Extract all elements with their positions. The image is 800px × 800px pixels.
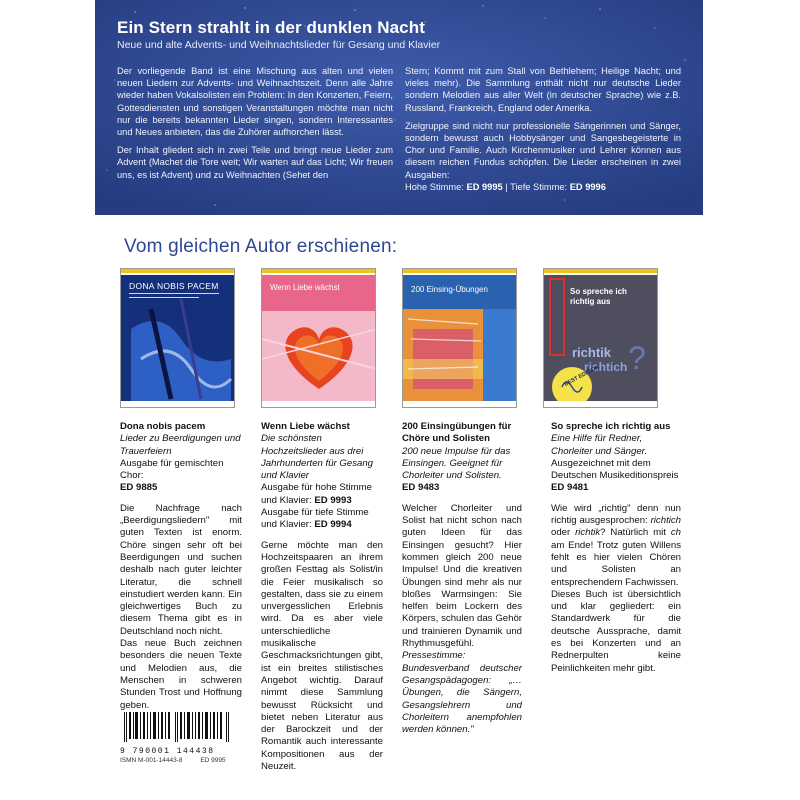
book-edition-code: ED 9481	[551, 482, 589, 494]
edition-separator: |	[505, 181, 508, 192]
banner-paragraph: Der Inhalt gliedert sich in zwei Teile und bringt neue Lieder zum Advent (Machet die Tore weit; Wir warten auf das Licht; Wir freuen uns, es ist Advent) und zu Weihnachten (Sehet den	[117, 145, 393, 180]
barcode	[120, 712, 235, 756]
edition-number: ED 9995	[200, 757, 226, 764]
book-subtitle: 200 neue Impulse für das Einsingen. Geeignet für Chorleiter und Solisten.	[402, 445, 511, 482]
text-run-italic: ch	[670, 527, 681, 539]
book-cover-so-spreche-ich-richtig-aus[interactable]	[543, 268, 658, 408]
book-edition-line	[261, 507, 383, 532]
book-edition-code: ED 9993	[314, 494, 352, 506]
book-edition-label: Ausgabe für tiefe Stimme und Klavier:	[261, 507, 369, 531]
banner-columns	[117, 65, 681, 199]
banner-title: Ein Stern strahlt in der dunklen Nacht	[117, 18, 425, 37]
book-description-paragraph: Gerne möchte man den Hochzeitspaaren an ihrem großen Festtag als Solist/in die Feier musikalisch so gestalten, dass sie zu einem unvergesslichen Erlebnis wird. Da es aber viele unterschiedliche musikalische Geschmacksrichtungen gibt, ist ein breites stilistisches Angebot wichtig. Darauf nimmt diese Sammlung bewusst Rücksicht und bietet neben Literatur aus der Barockzeit und der Romantik auch interessante Kompositionen aus der Neuzeit.	[261, 539, 383, 773]
text-run: ? Natürlich mit	[600, 527, 671, 539]
description-banner	[95, 0, 703, 215]
book-award: Ausgezeichnet mit dem Deutschen Musikeditionspreis	[551, 457, 679, 482]
best-edition-badge: BEST EDITION	[563, 364, 601, 388]
book-description-paragraph	[551, 503, 681, 589]
text-run-italic: richtik	[575, 527, 601, 539]
banner-paragraph-text: Zielgruppe sind nicht nur professionelle Sängerinnen und Sänger, sondern bewusst auch Hobbysänger und Sangesbegeisterte in Chor und Familie. Auch Kirchenmusiker und Lehrer können aus diesem reichen Fundus schöpfen. Die Lieder erscheinen in zwei Ausgaben:	[405, 120, 681, 180]
banner-paragraph: Stern; Kommt mit zum Stall von Bethlehem; Heilige Nacht; und vieles mehr). Die Sammlung enthält nicht nur deutsche Lieder sondern Melodien aus aller Welt (in deutscher Sprache) wie z.B. Russland, Frankreich, England oder Amerika.	[405, 66, 681, 113]
banner-column-left	[117, 65, 393, 199]
press-quote: Bundesverband deutscher Gesangspädagogen: „…Übungen, die Sängern, Gesangslehrern und Chorleitern anempfohlen werden können."	[402, 662, 522, 736]
svg-text:?: ?	[628, 340, 646, 376]
book-edition-code: ED 9885	[120, 482, 158, 494]
book-edition-code: ED 9483	[402, 482, 440, 494]
book-entry-200-einsinguebungen	[402, 421, 522, 736]
book-description-paragraph: Welcher Chorleiter und Solist hat nicht schon nach guten Ideen für das Einsingen gesucht? Hier kommen gleich 200 neue Impulse! Und die kreativen Übungen sind mehr als nur bloßes Warmsingen: Sie helfen beim Lockern des Körpers, schulen das Gehör und trainieren Dynamik und Rhythmusgefühl.	[402, 502, 522, 650]
banner-subtitle: Neue und alte Advents- und Weihnachtslieder für Gesang und Klavier	[117, 39, 441, 51]
ismn-number: ISMN M-001-14443-8	[120, 757, 183, 764]
book-description	[551, 503, 681, 675]
book-edition-code: ED 9994	[314, 519, 352, 531]
text-run: am Ende! Trotz guten Willens fehlt es hier vielen Chören und Solisten an entsprechendem Fachwissen.	[551, 539, 681, 588]
barcode-digits: 9 790001 144438	[120, 747, 215, 756]
edition-low-code: ED 9996	[569, 181, 606, 192]
banner-content	[95, 0, 703, 215]
book-description	[402, 503, 522, 737]
cover-title: DONA NOBIS PACEM	[129, 281, 219, 291]
svg-text:richtik: richtik	[572, 345, 612, 360]
text-run-italic: richtich	[650, 515, 681, 527]
book-subtitle: Eine Hilfe für Redner, Chorleiter und Sänger.	[551, 433, 648, 457]
book-description-paragraph: Dieses Buch ist übersichtlich und klar gegliedert: ein Standardwerk für die deutsche Aussprache, damit es bei Konzerten und an Rednerpulten keine Peinlichkeiten mehr gibt.	[551, 588, 681, 674]
book-entry-so-spreche-ich-richtig-aus	[551, 421, 681, 675]
book-title: So spreche ich richtig aus	[551, 421, 671, 432]
book-edition-label: Ausgabe für hohe Stimme und Klavier:	[261, 482, 372, 506]
ismn-line	[120, 757, 242, 764]
book-entry-dona-nobis-pacem	[120, 421, 242, 712]
book-subtitle: Die schönsten Hochzeitslieder aus drei Jahrhunderten für Gesang und Klavier	[261, 433, 374, 482]
book-description	[261, 540, 383, 774]
book-description-paragraph: Das neue Buch zeichnen besonders die neuen Texte und Melodien aus, die Menschen in schweren Stunden Trost und Hoffnung geben.	[120, 638, 242, 711]
book-covers-row	[0, 268, 800, 408]
book-title: Wenn Liebe wächst	[261, 421, 350, 432]
book-entry-wenn-liebe-waechst	[261, 421, 383, 773]
book-description	[120, 503, 242, 712]
text-run: oder	[551, 527, 576, 539]
barcode-bars	[120, 712, 235, 742]
edition-low-label: Tiefe Stimme:	[510, 181, 568, 192]
text-run: Wie wird „richtig" denn nun richtig ausgesprochen:	[551, 502, 681, 527]
book-description-paragraph: Die Nachfrage nach „Beerdigungsliedern" mit guten Texten ist enorm. Chöre singen sehr oft bei Beerdigungen und suchen deshalb nach guter leichter Literatur, die schnell einstudiert werden kann. Ein gleichwertiges Buch zu diesem Thema gibt es in Deutschland noch nicht.	[120, 502, 242, 637]
book-subtitle: Lieder zu Beerdigungen und Trauerfeiern	[120, 433, 241, 457]
cover-title: So spreche ich richtig aus	[570, 287, 627, 306]
section-heading: Vom gleichen Autor erschienen:	[124, 236, 398, 257]
cover-title: Wenn Liebe wächst	[270, 283, 340, 292]
book-cover-dona-nobis-pacem[interactable]	[120, 268, 235, 408]
banner-column-right	[405, 65, 681, 199]
book-title: 200 Einsingübungen für Chöre und Solisten	[402, 421, 512, 445]
book-cover-200-einsing-uebungen[interactable]	[402, 268, 517, 408]
book-cover-wenn-liebe-waechst[interactable]	[261, 268, 376, 408]
cover-title: 200 Einsing-Übungen	[411, 285, 488, 294]
edition-high-label: Hohe Stimme:	[405, 181, 464, 192]
book-title: Dona nobis pacem	[120, 421, 206, 432]
book-edition-line: Ausgabe für gemischten Chor:	[120, 457, 224, 482]
banner-paragraph	[405, 120, 681, 193]
press-label: Pressestimme:	[402, 650, 466, 662]
edition-high-code: ED 9995	[466, 181, 503, 192]
book-edition-line	[261, 482, 383, 507]
svg-text:richtich: richtich	[584, 360, 628, 374]
banner-paragraph: Der vorliegende Band ist eine Mischung aus alten und vielen neuen Liedern zur Advents- und Weihnachtszeit. Denn alle Jahre wieder haben Vokalsolisten ein Problem: In den Konzerten, Feiern, Gottesdiensten und sonstigen Veranstaltungen möchte man nicht nur die bereits bekannten Lieder singen, sondern Interessantes und Neues anbieten, das die Zuhörer aufhorchen lässt.	[117, 66, 393, 138]
